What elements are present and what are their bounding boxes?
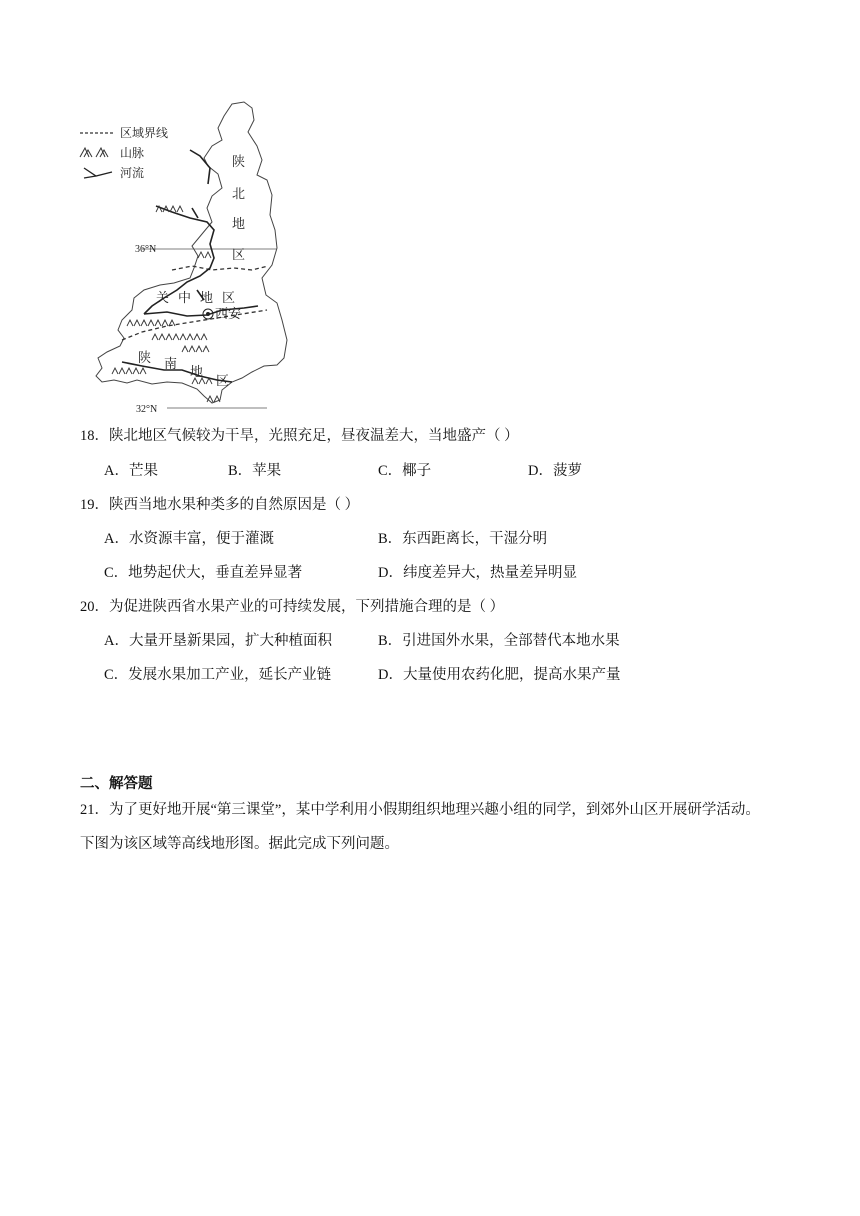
label-shaanbei-3: 地 (232, 217, 246, 232)
q19-option-c[interactable]: C．地势起伏大，垂直差异显著 (104, 565, 303, 581)
boundary-north-central (172, 266, 268, 270)
q19-option-d[interactable]: D．纬度差异大，热量差异明显 (378, 565, 577, 581)
shaanxi-map-svg (72, 100, 302, 418)
q20-option-c[interactable]: C．发展水果加工产业，延长产业链 (104, 667, 332, 683)
legend-river-label: 河流 (120, 166, 145, 180)
shaanxi-map-figure (72, 100, 302, 418)
legend-boundary-label: 区域界线 (120, 126, 169, 140)
label-shaannan-4: 区 (216, 374, 230, 389)
q20-option-b[interactable]: B．引进国外水果，全部替代本地水果 (378, 633, 620, 649)
question-18-stem: 18．陕北地区气候较为干旱，光照充足，昼夜温差大，当地盛产（ ） (80, 428, 519, 444)
q18-option-d[interactable]: D．菠萝 (528, 463, 582, 479)
label-shaannan-1: 陕 (138, 351, 152, 366)
label-shaanbei-1: 陕 (232, 155, 246, 170)
label-guanzhong-3: 地 (200, 291, 214, 306)
question-21-line-1: 21．为了更好地开展“第三课堂”，某中学利用小假期组织地理兴趣小组的同学，到郊外山区开展研学活动。 (80, 802, 760, 818)
legend-mountain-label: 山脉 (120, 146, 145, 160)
question-19-stem: 19．陕西当地水果种类多的自然原因是（ ） (80, 497, 360, 513)
label-guanzhong-4: 区 (222, 291, 236, 306)
section-2-heading: 二、解答题 (80, 776, 153, 792)
mountain-icon (80, 148, 108, 157)
question-20-stem: 20．为促进陕西省水果产业的可持续发展，下列措施合理的是（ ） (80, 599, 505, 615)
river-network (122, 150, 258, 382)
q20-option-d[interactable]: D．大量使用农药化肥，提高水果产量 (378, 667, 621, 683)
city-xian-label: 西安 (215, 307, 242, 322)
q18-option-a[interactable]: A．芒果 (104, 463, 158, 479)
boundary-central-south (122, 310, 267, 340)
q19-option-b[interactable]: B．东西距离长，干湿分明 (378, 531, 548, 547)
label-shaanbei-2: 北 (232, 187, 246, 202)
label-guanzhong-2: 中 (178, 291, 192, 306)
label-shaanbei-4: 区 (232, 248, 246, 263)
q18-option-b[interactable]: B．苹果 (228, 463, 282, 479)
q20-option-a[interactable]: A．大量开垦新果园，扩大种植面积 (104, 633, 332, 649)
q19-option-a[interactable]: A．水资源丰富，便于灌溉 (104, 531, 274, 547)
river-icon (84, 168, 112, 178)
question-21-line-2: 下图为该区域等高线地形图。据此完成下列问题。 (80, 836, 399, 852)
q18-option-c[interactable]: C．椰子 (378, 463, 432, 479)
lat-32-label: 32°N (136, 404, 158, 415)
label-shaannan-2: 南 (164, 357, 178, 372)
lat-36-label: 36°N (135, 244, 157, 255)
label-shaannan-3: 地 (190, 365, 204, 380)
label-guanzhong-1: 关 (156, 291, 170, 306)
